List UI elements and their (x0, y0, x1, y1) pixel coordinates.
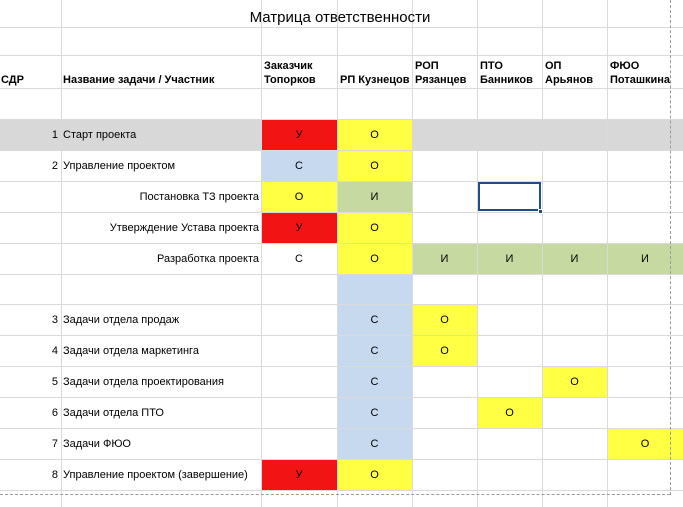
task-name: Разработка проекта (157, 253, 259, 265)
grid-line-horizontal (0, 366, 683, 367)
cell-fill (477, 119, 542, 150)
grid-line-horizontal (0, 119, 683, 120)
header-task-name: Название задачи / Участник (63, 74, 215, 86)
grid-line-horizontal (0, 304, 683, 305)
raci-cell[interactable]: О (570, 376, 579, 388)
raci-cell[interactable]: О (294, 191, 304, 203)
header-sdr: СДР (1, 74, 24, 86)
raci-cell[interactable]: С (295, 160, 303, 172)
participant-header-line1: ПТО (480, 60, 503, 72)
raci-cell[interactable]: У (295, 129, 303, 141)
grid-line-horizontal (0, 459, 683, 460)
task-number: 7 (51, 438, 58, 450)
task-name: Задачи отдела маркетинга (63, 345, 199, 357)
raci-cell[interactable]: И (570, 253, 579, 265)
raci-cell[interactable]: С (370, 407, 379, 419)
task-name: Задачи ФЮО (63, 438, 131, 450)
participant-header-line2: Поташкина (610, 74, 671, 86)
raci-cell[interactable]: И (641, 253, 649, 265)
grid-line-horizontal (0, 88, 683, 89)
grid-line-horizontal (0, 181, 683, 182)
task-name: Задачи отдела ПТО (63, 407, 164, 419)
grid-line-horizontal (0, 397, 683, 398)
task-number: 2 (51, 160, 58, 172)
raci-cell[interactable]: И (370, 191, 379, 203)
participant-header-line2: Банников (480, 74, 533, 86)
task-number: 1 (51, 129, 58, 141)
blank-row-fill (337, 274, 412, 304)
task-number: 8 (51, 469, 58, 481)
participant-header-line1: ОП (545, 60, 562, 72)
raci-cell[interactable]: О (640, 438, 650, 450)
participant-header-line2: Рязанцев (415, 74, 467, 86)
cell-fill (607, 119, 683, 150)
page-break-vertical (670, 0, 671, 495)
raci-cell[interactable]: И (440, 253, 449, 265)
raci-cell[interactable]: О (370, 253, 379, 265)
grid-line-horizontal (0, 490, 683, 491)
raci-cell[interactable]: У (295, 469, 303, 481)
task-name: Старт проекта (63, 129, 137, 141)
fill-handle[interactable] (538, 209, 543, 214)
raci-cell[interactable]: С (370, 438, 379, 450)
raci-cell[interactable]: И (505, 253, 514, 265)
raci-cell[interactable]: С (370, 376, 379, 388)
grid-line-horizontal (0, 55, 683, 56)
participant-header-line1: Заказчик (264, 60, 313, 72)
raci-cell[interactable]: О (440, 314, 449, 326)
task-name: Задачи отдела проектирования (63, 376, 224, 388)
grid-line-horizontal (0, 150, 683, 151)
participant-header-line1: РОП (415, 60, 439, 72)
raci-cell[interactable]: У (295, 222, 303, 234)
task-number: 4 (51, 345, 58, 357)
task-name: Управление проектом (завершение) (63, 469, 248, 481)
participant-header-line1: ФЮО (610, 60, 640, 72)
task-name: Задачи отдела продаж (63, 314, 180, 326)
grid-line-horizontal (0, 335, 683, 336)
raci-cell[interactable]: О (370, 160, 379, 172)
raci-cell[interactable]: О (370, 129, 379, 141)
sheet-title: Матрица ответственности (249, 9, 431, 26)
grid-line-horizontal (0, 243, 683, 244)
raci-cell[interactable]: О (370, 469, 379, 481)
task-number: 5 (51, 376, 58, 388)
page-break-horizontal (0, 494, 670, 495)
grid-line-horizontal (0, 274, 683, 275)
grid-line-horizontal (0, 27, 683, 28)
raci-cell[interactable]: С (370, 314, 379, 326)
grid-line-horizontal (0, 212, 683, 213)
grid-line-horizontal (0, 428, 683, 429)
raci-cell[interactable]: С (295, 253, 303, 265)
raci-cell[interactable]: О (370, 222, 379, 234)
raci-cell[interactable]: С (370, 345, 379, 357)
participant-header-line2: Арьянов (545, 74, 593, 86)
cell-fill (412, 119, 477, 150)
participant-header-line1: РП Кузнецов (340, 74, 410, 86)
task-name: Управление проектом (63, 160, 176, 172)
task-name: Утверждение Устава проекта (109, 222, 259, 234)
cell-fill (542, 119, 607, 150)
selected-cell[interactable] (478, 182, 541, 211)
task-number: 3 (51, 314, 58, 326)
task-number: 6 (51, 407, 58, 419)
raci-cell[interactable]: О (440, 345, 449, 357)
raci-cell[interactable]: О (505, 407, 514, 419)
task-name: Постановка ТЗ проекта (139, 191, 259, 203)
participant-header-line2: Топорков (264, 74, 316, 86)
